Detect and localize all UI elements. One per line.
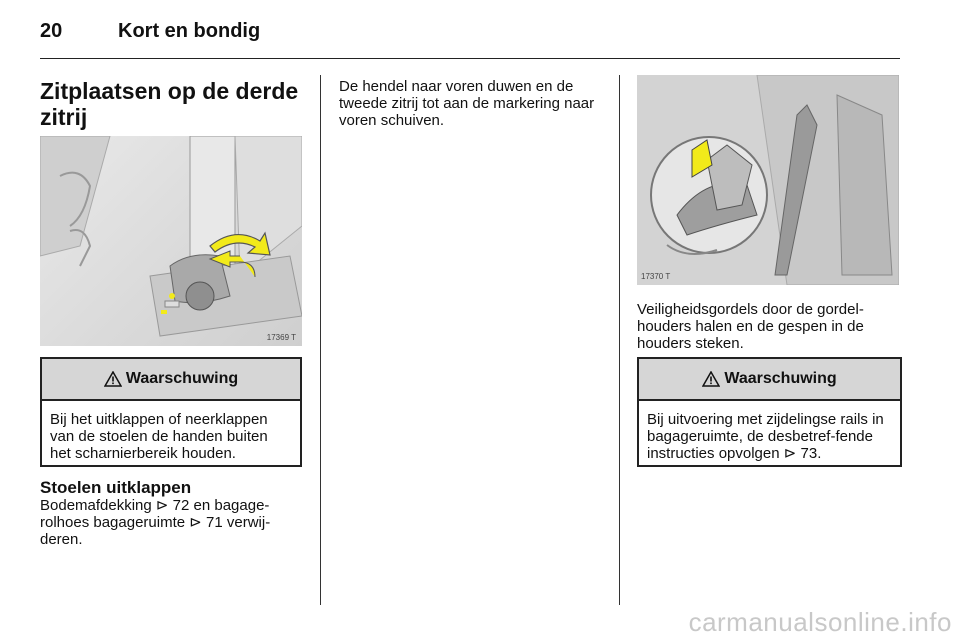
slide-seat-instructions: De hendel naar voren duwen en de tweede zitrij tot aan de markering naar voren schuiven.	[339, 78, 595, 129]
figure-label: 17369 T	[266, 333, 296, 342]
warning-text: Bij het uitklappen of neerklappen van de stoelen de handen buiten het scharnierbereik houden.	[50, 411, 268, 462]
warning-box	[637, 357, 902, 467]
seatbelt-drawing	[637, 75, 899, 285]
reference-arrow-icon: ⊳	[155, 496, 169, 514]
header-divider	[40, 58, 900, 59]
warning-box	[40, 357, 302, 467]
section-title: Zitplaatsen op de derde zitrij	[40, 78, 299, 130]
warning-text-part: Bij uitvoering met zijdelingse rails in bagageruimte, de desbetref-fende instructies opvolgen	[647, 411, 884, 462]
reference-arrow-icon: ⊳	[189, 513, 202, 531]
warning-triangle-icon	[702, 371, 720, 387]
column-divider-left	[320, 75, 321, 605]
chapter-title: Kort en bondig	[118, 20, 261, 42]
column-divider-right	[619, 75, 620, 605]
unfold-instructions	[40, 497, 298, 548]
page-reference-link[interactable]: 71	[206, 514, 223, 531]
warning-header	[639, 359, 900, 401]
reference-arrow-icon: ⊳	[783, 444, 797, 462]
seatbelt-instructions: Veiligheidsgordels door de gordel-houders halen en de gespen in de houders steken.	[637, 301, 864, 352]
figure-label: 17370 T	[641, 272, 671, 281]
warning-heading: Waarschuwing	[724, 370, 837, 387]
warning-header	[42, 359, 300, 401]
seatbelt-illustration	[637, 75, 899, 285]
page-reference-link[interactable]: 72	[172, 497, 190, 514]
seat-hinge-illustration	[40, 136, 302, 346]
warning-text-part: .	[817, 445, 822, 462]
instruction-text: verwij-deren.	[40, 514, 271, 548]
seat-hinge-drawing	[40, 136, 302, 346]
warning-heading: Waarschuwing	[125, 370, 239, 387]
instruction-text: en bagage-rolhoes bagageruimte	[40, 497, 270, 531]
instruction-text: Bodemafdekking	[40, 497, 156, 514]
warning-triangle-icon	[104, 371, 122, 387]
page-reference-link[interactable]: 73	[800, 445, 818, 462]
page-number: 20	[40, 20, 63, 42]
warning-text	[639, 401, 900, 470]
subheading: Stoelen uitklappen	[40, 478, 192, 497]
watermark: carmanualsonline.info	[688, 607, 952, 637]
